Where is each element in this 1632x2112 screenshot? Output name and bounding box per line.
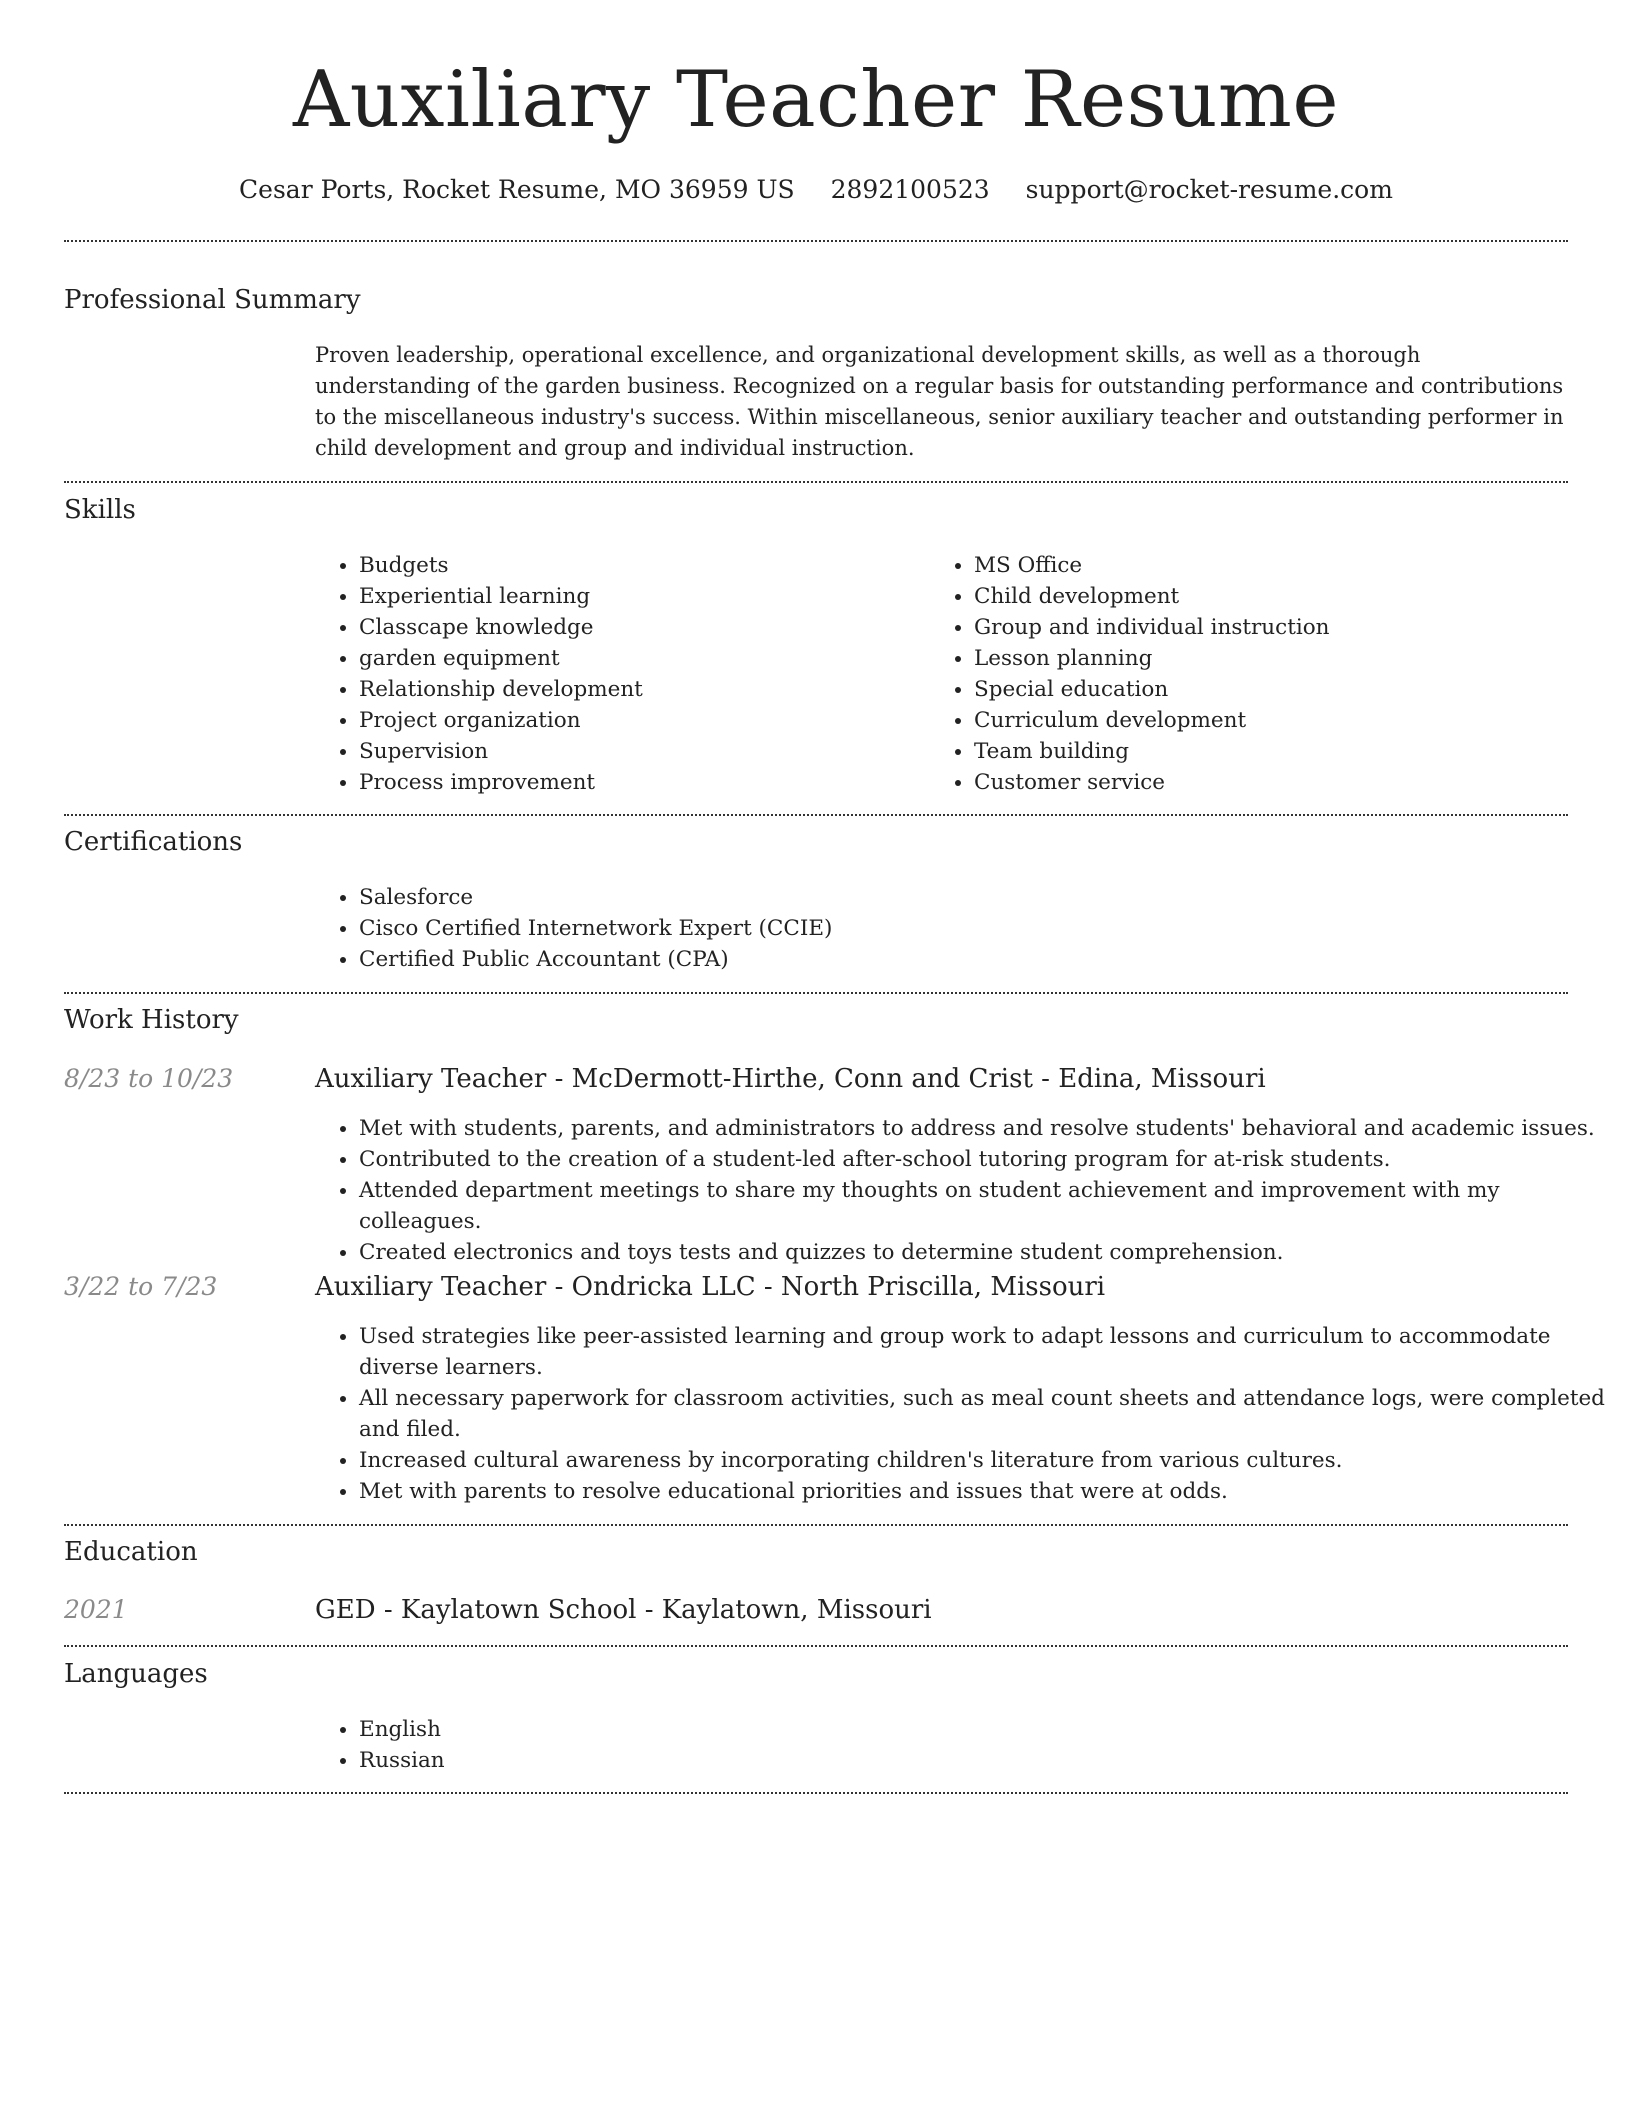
education-date: 2021	[64, 1595, 128, 1624]
job-bullets	[315, 1113, 1612, 1268]
job-bullets	[315, 1321, 1612, 1507]
skill-item: • Experiential learning	[359, 581, 643, 612]
summary-heading: Professional Summary	[64, 285, 361, 315]
section-divider	[64, 1792, 1568, 1794]
skill-item: • Team building	[974, 736, 1330, 767]
skill-item: • Relationship development	[359, 674, 643, 705]
skill-item: • Special education	[974, 674, 1330, 705]
job-bullet: • Created electronics and toys tests and quizzes to determine student comprehension.	[359, 1237, 1612, 1268]
language-item: • English	[359, 1714, 445, 1745]
job-title: Auxiliary Teacher - Ondricka LLC - North Priscilla, Missouri	[315, 1272, 1106, 1302]
contact-address: Cesar Ports, Rocket Resume, MO 36959 US	[239, 175, 795, 204]
skill-item: • Classcape knowledge	[359, 612, 643, 643]
skills-list-right	[930, 550, 1330, 798]
job-bullet: • Met with students, parents, and administrators to address and resolve students' behavioral and academic issues.	[359, 1113, 1612, 1144]
section-divider	[64, 240, 1568, 242]
skill-item: • Project organization	[359, 705, 643, 736]
contact-email: support@rocket-resume.com	[1025, 175, 1393, 204]
skill-item: • garden equipment	[359, 643, 643, 674]
job-title: Auxiliary Teacher - McDermott-Hirthe, Conn and Crist - Edina, Missouri	[315, 1064, 1266, 1094]
section-divider	[64, 814, 1568, 816]
certification-item: • Cisco Certified Internetwork Expert (CCIE)	[359, 913, 832, 944]
education-entry: GED - Kaylatown School - Kaylatown, Missouri	[315, 1595, 932, 1625]
section-divider	[64, 1524, 1568, 1526]
skill-item: • Process improvement	[359, 767, 643, 798]
job-bullet: • Increased cultural awareness by incorporating children's literature from various cultures.	[359, 1445, 1612, 1476]
language-item: • Russian	[359, 1745, 445, 1776]
certification-item: • Certified Public Accountant (CPA)	[359, 944, 832, 975]
job-bullet: • Met with parents to resolve educational priorities and issues that were at odds.	[359, 1476, 1612, 1507]
contact-line	[0, 174, 1632, 206]
skill-item: • Lesson planning	[974, 643, 1330, 674]
section-divider	[64, 481, 1568, 483]
languages-heading: Languages	[64, 1659, 208, 1689]
skill-item: • Group and individual instruction	[974, 612, 1330, 643]
skill-item: • Budgets	[359, 550, 643, 581]
job-bullet: • Contributed to the creation of a student-led after-school tutoring program for at-risk students.	[359, 1144, 1612, 1175]
skills-heading: Skills	[64, 495, 136, 525]
job-date: 8/23 to 10/23	[64, 1064, 234, 1093]
certifications-list	[315, 882, 832, 975]
resume-title: Auxiliary Teacher Resume	[292, 55, 1340, 145]
skill-item: • Supervision	[359, 736, 643, 767]
job-bullet: • Used strategies like peer-assisted learning and group work to adapt lessons and curriculum to accommodate diverse learners.	[359, 1321, 1612, 1383]
skill-item: • MS Office	[974, 550, 1330, 581]
skill-item: • Child development	[974, 581, 1330, 612]
resume-header	[0, 0, 1632, 206]
education-heading: Education	[64, 1537, 198, 1567]
job-date: 3/22 to 7/23	[64, 1272, 218, 1301]
certification-item: • Salesforce	[359, 882, 832, 913]
work-history-heading: Work History	[64, 1005, 239, 1035]
skill-item: • Customer service	[974, 767, 1330, 798]
certifications-heading: Certifications	[64, 827, 243, 857]
job-bullet: • Attended department meetings to share my thoughts on student achievement and improvement with my colleagues.	[359, 1175, 1612, 1237]
languages-list	[315, 1714, 445, 1776]
section-divider	[64, 992, 1568, 994]
skills-list-left	[315, 550, 643, 798]
skill-item: • Curriculum development	[974, 705, 1330, 736]
job-bullet: • All necessary paperwork for classroom activities, such as meal count sheets and attendance logs, were completed and filed.	[359, 1383, 1612, 1445]
contact-phone: 2892100523	[830, 175, 990, 204]
summary-text: Proven leadership, operational excellence, and organizational development skills, as well as a thorough understanding of the garden business. Recognized on a regular basis for outstanding performance and contributions to the miscellaneous industry's success. Within miscellaneous, senior auxiliary teacher and outstanding performer in child development and group and individual instruction.	[315, 343, 1564, 460]
section-divider	[64, 1645, 1568, 1647]
